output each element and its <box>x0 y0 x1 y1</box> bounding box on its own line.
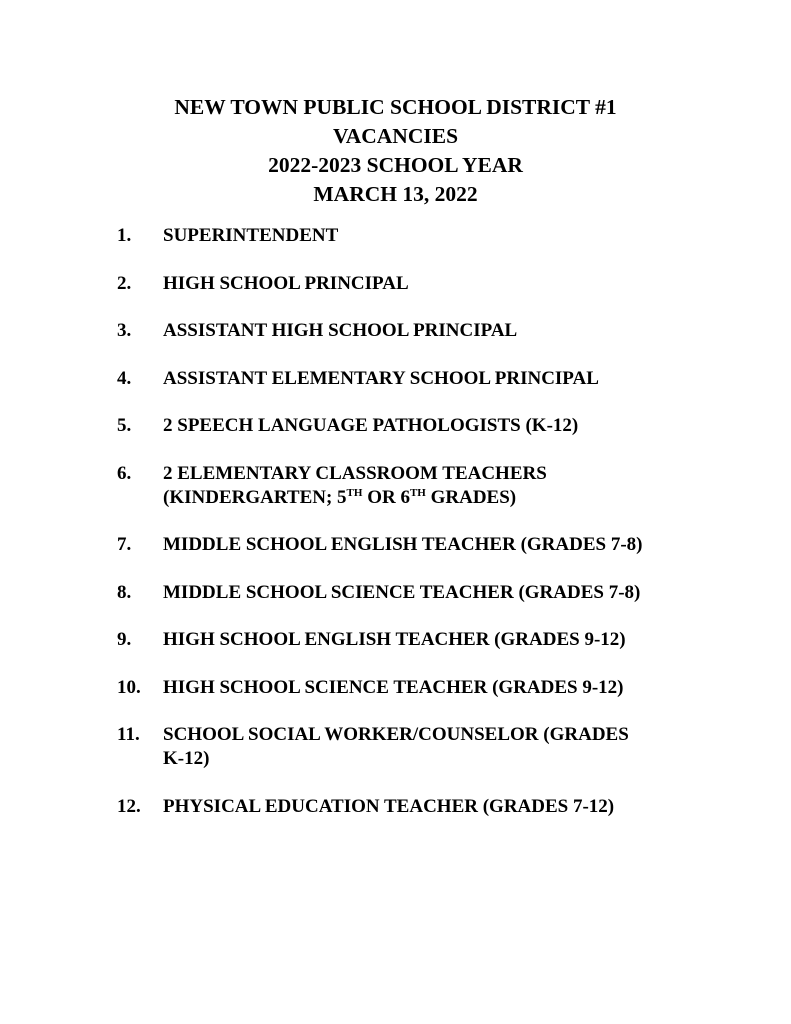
item-text: SCHOOL SOCIAL WORKER/COUNSELOR (GRADES <box>163 724 629 745</box>
item-text-continued <box>163 486 723 510</box>
item-number: 2. <box>117 273 132 294</box>
item-text: ASSISTANT HIGH SCHOOL PRINCIPAL <box>163 320 518 341</box>
district-title: NEW TOWN PUBLIC SCHOOL DISTRICT #1 <box>174 95 617 119</box>
item-text: 2 SPEECH LANGUAGE PATHOLOGISTS (K-12) <box>163 415 579 436</box>
item-text-part: OR 6 <box>362 487 410 508</box>
item-number: 1. <box>117 225 132 246</box>
item-text: HIGH SCHOOL ENGLISH TEACHER (GRADES 9-12) <box>163 629 626 650</box>
item-text: 2 ELEMENTARY CLASSROOM TEACHERS <box>163 463 547 484</box>
item-number: 6. <box>117 463 132 484</box>
item-text: MIDDLE SCHOOL SCIENCE TEACHER (GRADES 7-8) <box>163 582 641 603</box>
ordinal-suffix: TH <box>346 487 363 499</box>
school-year: 2022-2023 SCHOOL YEAR <box>268 153 523 177</box>
item-text-part: GRADES) <box>425 487 517 508</box>
document-header <box>0 93 791 209</box>
item-number: 10. <box>117 677 141 698</box>
vacancies-title: VACANCIES <box>332 124 459 148</box>
item-text: ASSISTANT ELEMENTARY SCHOOL PRINCIPAL <box>163 368 599 389</box>
item-text: HIGH SCHOOL SCIENCE TEACHER (GRADES 9-12) <box>163 677 624 698</box>
item-number: 4. <box>117 368 132 389</box>
item-number: 8. <box>117 582 132 603</box>
item-text: HIGH SCHOOL PRINCIPAL <box>163 273 409 294</box>
item-text-part: (KINDERGARTEN; 5 <box>163 487 347 508</box>
item-text: MIDDLE SCHOOL ENGLISH TEACHER (GRADES 7-8) <box>163 534 643 555</box>
item-number: 11. <box>117 724 140 745</box>
ordinal-suffix: TH <box>409 487 426 499</box>
item-text: SUPERINTENDENT <box>163 225 339 246</box>
item-text: PHYSICAL EDUCATION TEACHER (GRADES 7-12) <box>163 796 615 817</box>
item-number: 5. <box>117 415 132 436</box>
item-number: 7. <box>117 534 132 555</box>
item-number: 9. <box>117 629 132 650</box>
item-number: 3. <box>117 320 132 341</box>
document-date: MARCH 13, 2022 <box>313 182 478 206</box>
item-text-continued: K-12) <box>163 748 210 769</box>
item-number: 12. <box>117 796 141 817</box>
